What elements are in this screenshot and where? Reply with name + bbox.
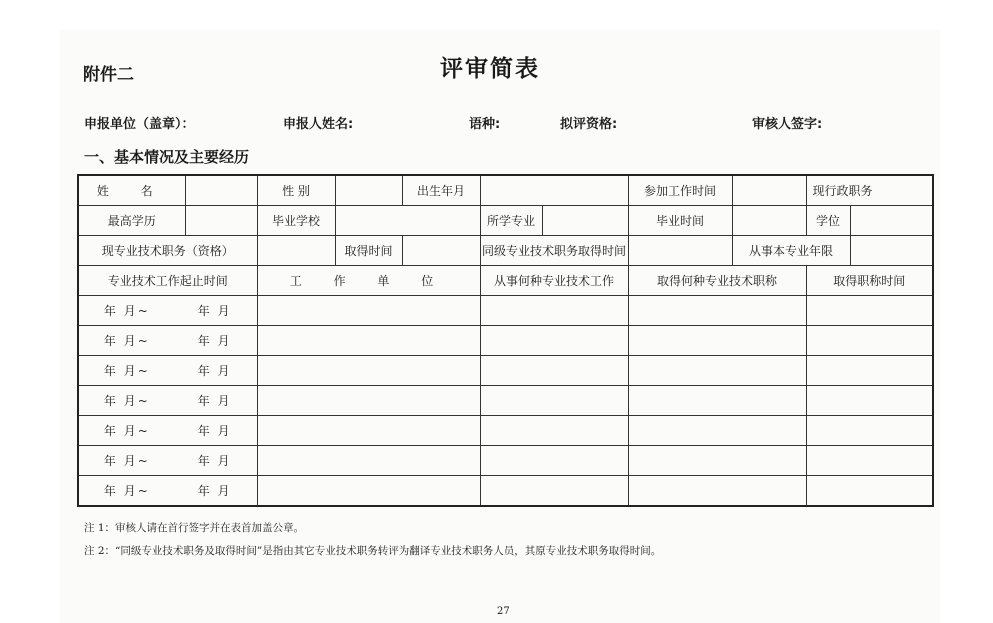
work-unit-cell[interactable] — [257, 386, 480, 416]
title-time-cell[interactable] — [806, 476, 933, 507]
form-title: 评审简表 — [440, 56, 540, 82]
title-time-header: 取得职称时间 — [806, 266, 933, 296]
table-row — [78, 175, 933, 206]
table-row — [78, 326, 933, 356]
grad-time-label: 毕业时间 — [628, 206, 732, 236]
period-to: 年 月 — [197, 454, 232, 468]
birth-cell[interactable] — [480, 175, 628, 206]
work-unit-cell[interactable] — [257, 296, 480, 326]
name-cell[interactable] — [185, 175, 257, 206]
table-row — [78, 236, 933, 266]
birth-label: 出生年月 — [402, 175, 480, 206]
title-obtained-header: 取得何种专业技术职称 — [628, 266, 806, 296]
grad-time-cell[interactable] — [732, 206, 806, 236]
work-type-header: 从事何种专业技术工作 — [480, 266, 628, 296]
same-level-label: 同级专业技术职务取得时间 — [480, 236, 628, 266]
section-heading: 一、基本情况及主要经历 — [84, 148, 250, 166]
attachment-label: 附件二 — [83, 65, 134, 85]
period-cell[interactable] — [78, 356, 257, 386]
current-title-label: 现专业技术职务（资格） — [78, 236, 257, 266]
period-from: 年 月~ — [103, 364, 150, 378]
work-type-cell[interactable] — [480, 416, 628, 446]
title-obtained-cell[interactable] — [628, 446, 806, 476]
major-label: 所学专业 — [480, 206, 542, 236]
obtain-time-label: 取得时间 — [335, 236, 402, 266]
title-time-cell[interactable] — [806, 326, 933, 356]
title-obtained-cell[interactable] — [628, 356, 806, 386]
period-header: 专业技术工作起止时间 — [78, 266, 257, 296]
table-row — [78, 206, 933, 236]
table-row — [78, 266, 933, 296]
period-cell[interactable] — [78, 446, 257, 476]
period-cell[interactable] — [78, 416, 257, 446]
title-obtained-cell[interactable] — [628, 416, 806, 446]
work-type-cell[interactable] — [480, 326, 628, 356]
period-to: 年 月 — [197, 304, 232, 318]
work-unit-cell[interactable] — [257, 326, 480, 356]
title-time-cell[interactable] — [806, 296, 933, 326]
period-to: 年 月 — [197, 394, 232, 408]
period-cell[interactable] — [78, 296, 257, 326]
period-from: 年 月~ — [103, 394, 150, 408]
title-obtained-cell[interactable] — [628, 386, 806, 416]
work-unit-cell[interactable] — [257, 416, 480, 446]
education-cell[interactable] — [185, 206, 257, 236]
title-time-cell[interactable] — [806, 386, 933, 416]
years-label: 从事本专业年限 — [732, 236, 850, 266]
work-type-cell[interactable] — [480, 476, 628, 507]
title-time-cell[interactable] — [806, 356, 933, 386]
period-from: 年 月~ — [103, 334, 150, 348]
work-unit-cell[interactable] — [257, 476, 480, 507]
work-unit-cell[interactable] — [257, 356, 480, 386]
title-time-cell[interactable] — [806, 446, 933, 476]
applicant-field-label: 申报人姓名: — [283, 117, 354, 132]
note-1: 注 1：审核人请在首行签字并在表首加盖公章。 — [84, 522, 305, 534]
reviewer-field-label: 审核人签字: — [752, 117, 823, 132]
period-cell[interactable] — [78, 476, 257, 507]
period-from: 年 月~ — [103, 304, 150, 318]
work-start-cell[interactable] — [732, 175, 806, 206]
same-level-cell[interactable] — [628, 236, 732, 266]
note-2: 注 2：“同级专业技术职务及取得时间”是指由其它专业技术职务转评为翻译专业技术职务人员，其原专业技术职务取得时间。 — [84, 545, 662, 557]
obtain-time-cell[interactable] — [402, 236, 480, 266]
qualification-field-label: 拟评资格: — [560, 117, 618, 132]
title-obtained-cell[interactable] — [628, 326, 806, 356]
period-to: 年 月 — [197, 424, 232, 438]
admin-post-label: 现行政职务 — [806, 175, 933, 206]
period-from: 年 月~ — [103, 424, 150, 438]
school-label: 毕业学校 — [257, 206, 335, 236]
work-type-cell[interactable] — [480, 446, 628, 476]
degree-cell[interactable] — [850, 206, 933, 236]
name-label: 姓 名 — [78, 175, 185, 206]
title-obtained-cell[interactable] — [628, 296, 806, 326]
education-label: 最高学历 — [78, 206, 185, 236]
table-row — [78, 386, 933, 416]
table-row — [78, 356, 933, 386]
title-time-cell[interactable] — [806, 416, 933, 446]
review-table — [77, 174, 934, 507]
period-from: 年 月~ — [103, 484, 150, 498]
major-cell[interactable] — [542, 206, 628, 236]
period-to: 年 月 — [197, 484, 232, 498]
unit-field-label: 申报单位（盖章）： — [84, 117, 195, 132]
period-from: 年 月~ — [103, 454, 150, 468]
table-row — [78, 446, 933, 476]
gender-label: 性 别 — [257, 175, 335, 206]
title-obtained-cell[interactable] — [628, 476, 806, 507]
period-to: 年 月 — [197, 364, 232, 378]
period-to: 年 月 — [197, 334, 232, 348]
language-field-label: 语种: — [469, 117, 501, 132]
work-unit-cell[interactable] — [257, 446, 480, 476]
page-number: 27 — [497, 606, 510, 617]
table-row — [78, 416, 933, 446]
work-type-cell[interactable] — [480, 296, 628, 326]
table-row — [78, 476, 933, 507]
gender-cell[interactable] — [335, 175, 402, 206]
period-cell[interactable] — [78, 386, 257, 416]
school-cell[interactable] — [335, 206, 480, 236]
work-unit-header: 工 作 单 位 — [257, 266, 480, 296]
work-type-cell[interactable] — [480, 386, 628, 416]
years-cell[interactable] — [850, 236, 933, 266]
work-start-label: 参加工作时间 — [628, 175, 732, 206]
table-row — [78, 296, 933, 326]
degree-label: 学位 — [806, 206, 850, 236]
work-type-cell[interactable] — [480, 356, 628, 386]
current-title-cell[interactable] — [257, 236, 335, 266]
period-cell[interactable] — [78, 326, 257, 356]
